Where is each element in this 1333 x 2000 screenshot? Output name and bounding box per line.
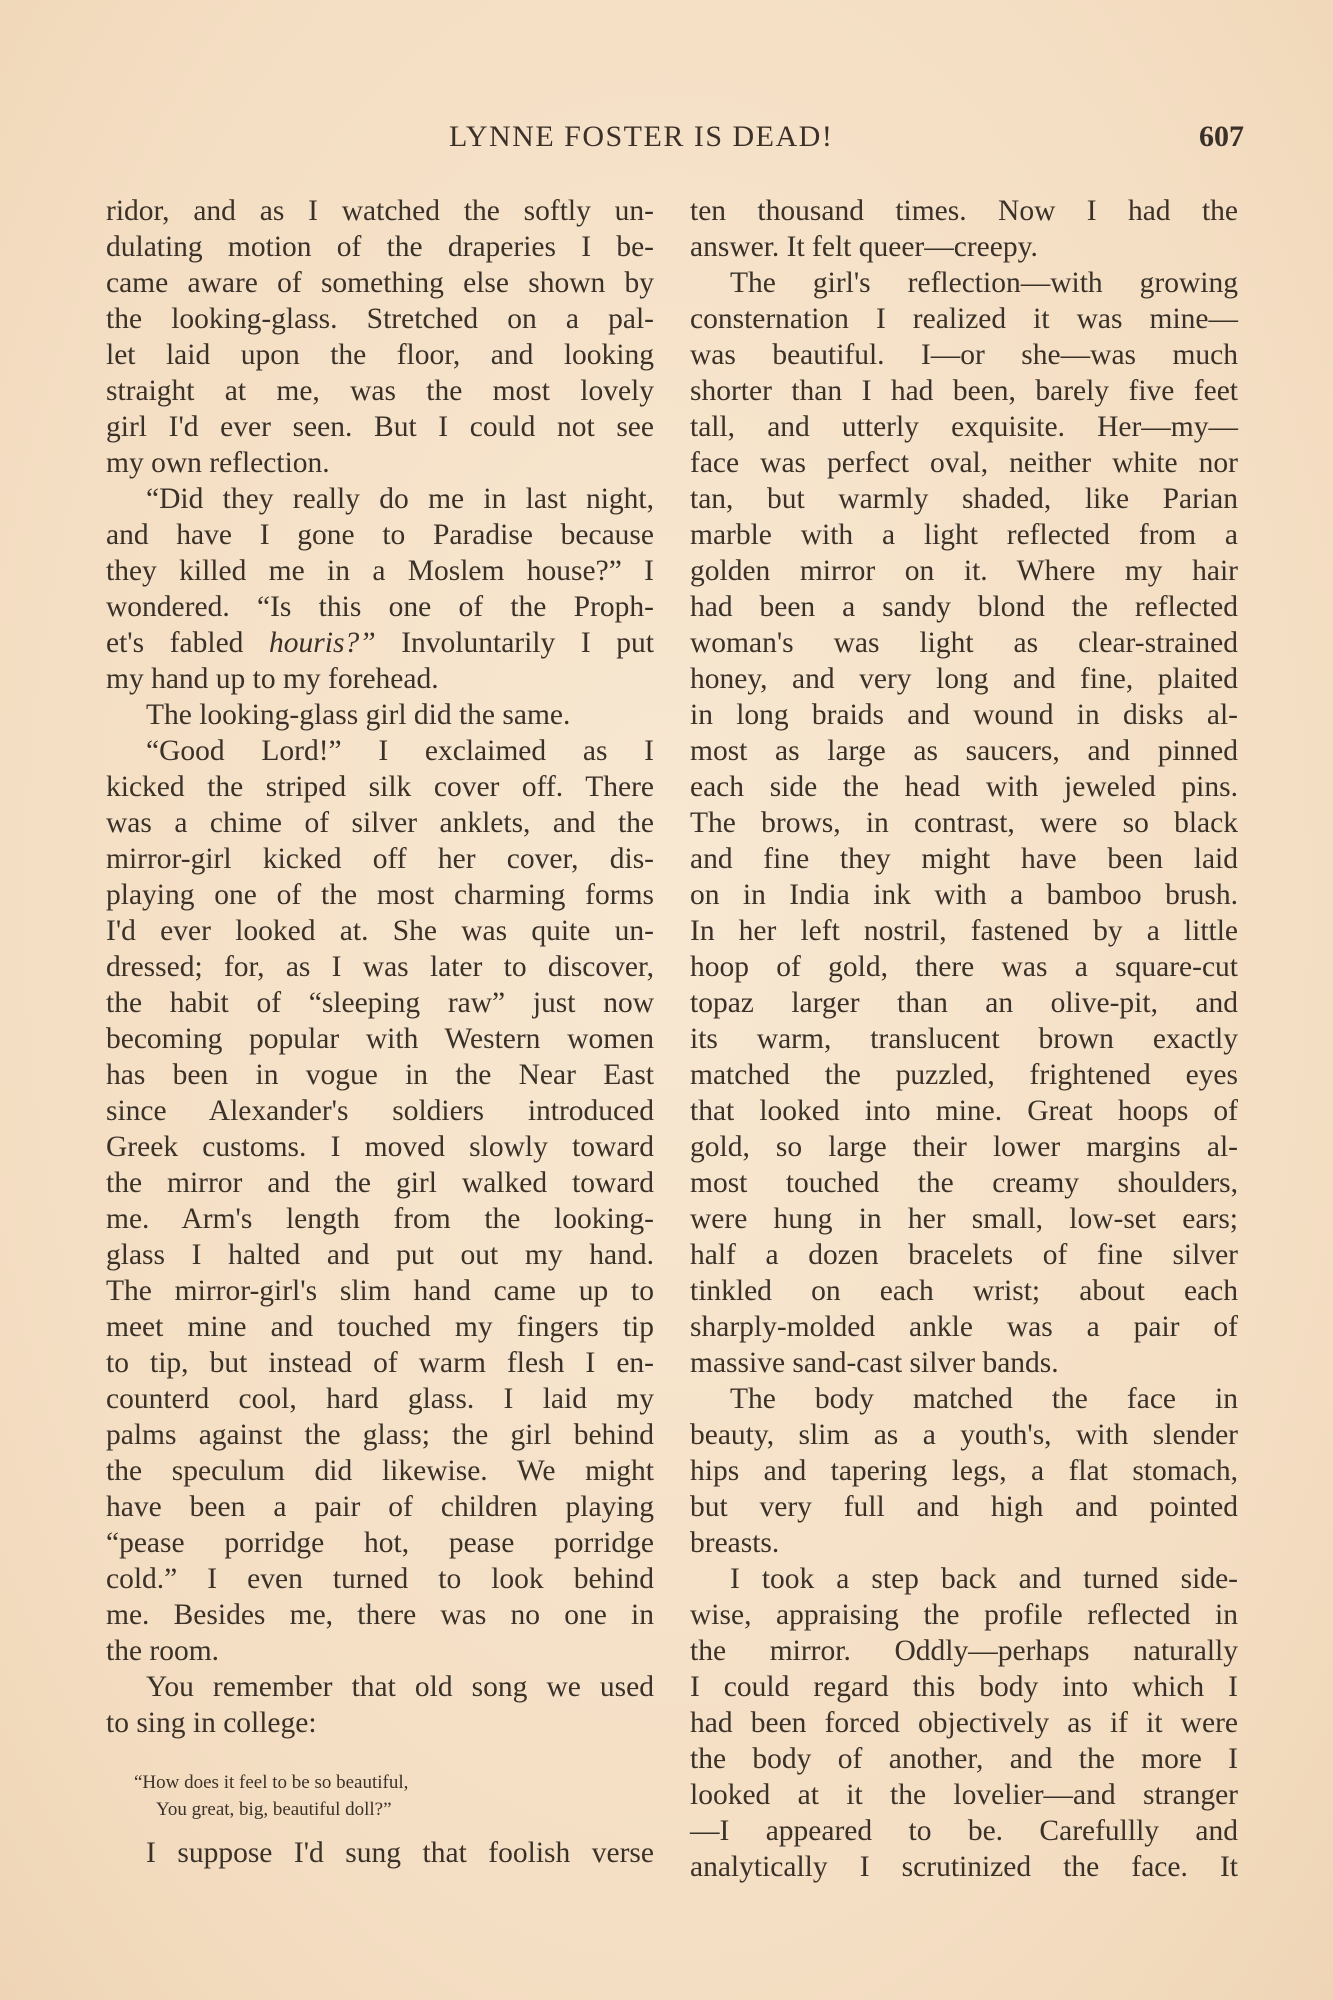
- text-line: You remember that old song we used: [146, 1671, 654, 1703]
- text-line: looked at it the lovelier—and stranger: [690, 1779, 1238, 1811]
- running-title: LYNNE FOSTER IS DEAD!: [449, 120, 834, 153]
- text-line: analytically I scrutinized the face. It: [690, 1851, 1238, 1883]
- text-line: I suppose I'd sung that foolish verse: [146, 1837, 654, 1869]
- text-line: most touched the creamy shoulders,: [690, 1167, 1238, 1199]
- text-line: cold.” I even turned to look behind: [106, 1563, 654, 1595]
- text-line: answer. It felt queer—creepy.: [690, 231, 1038, 263]
- text-line: The looking-glass girl did the same.: [146, 699, 571, 731]
- verse-line: You great, big, beautiful doll?”: [156, 1799, 392, 1820]
- text-line: since Alexander's soldiers introduced: [106, 1095, 654, 1127]
- text-line: playing one of the most charming forms: [106, 879, 654, 911]
- text-line: but very full and high and pointed: [690, 1491, 1238, 1523]
- text-line: tan, but warmly shaded, like Parian: [690, 483, 1238, 515]
- text-line: my hand up to my forehead.: [106, 663, 439, 695]
- text-line: the mirror and the girl walked toward: [106, 1167, 654, 1199]
- text-line: and fine they might have been laid: [690, 843, 1238, 875]
- text-line: mirror-girl kicked off her cover, dis-: [106, 843, 654, 875]
- text-line: woman's was light as clear-strained: [690, 627, 1238, 659]
- text-line: sharply-molded ankle was a pair of: [690, 1311, 1238, 1343]
- text-line: tall, and utterly exquisite. Her—my—: [690, 411, 1238, 443]
- text-line: hoop of gold, there was a square-cut: [690, 951, 1238, 983]
- left-text-column: [106, 193, 654, 1871]
- text-line: honey, and very long and fine, plaited: [690, 663, 1238, 695]
- text-line: The mirror-girl's slim hand came up to: [106, 1275, 654, 1307]
- text-line: dressed; for, as I was later to discover,: [106, 951, 654, 983]
- text-line: tinkled on each wrist; about each: [690, 1275, 1238, 1307]
- text-line: matched the puzzled, frightened eyes: [690, 1059, 1238, 1091]
- text-line: golden mirror on it. Where my hair: [690, 555, 1238, 587]
- text-line: palms against the glass; the girl behind: [106, 1419, 654, 1451]
- text-line: the speculum did likewise. We might: [106, 1455, 654, 1487]
- text-line: had been a sandy blond the reflected: [690, 591, 1238, 623]
- text-line: becoming popular with Western women: [106, 1023, 654, 1055]
- text-line: straight at me, was the most lovely: [106, 375, 654, 407]
- text-line: beauty, slim as a youth's, with slender: [690, 1419, 1238, 1451]
- text-line: meet mine and touched my fingers tip: [106, 1311, 654, 1343]
- text-line: The body matched the face in: [730, 1383, 1238, 1415]
- text-line: “Did they really do me in last night,: [146, 483, 654, 515]
- text-line: they killed me in a Moslem house?” I: [106, 555, 654, 587]
- text-line: was a chime of silver anklets, and the: [106, 807, 654, 839]
- text-line: came aware of something else shown by: [106, 267, 654, 299]
- text-line: that looked into mine. Great hoops of: [690, 1095, 1238, 1127]
- text-line: marble with a light reflected from a: [690, 519, 1238, 551]
- text-line: face was perfect oval, neither white nor: [690, 447, 1238, 479]
- text-line: was beautiful. I—or she—was much: [690, 339, 1238, 371]
- page-number: 607: [1199, 120, 1244, 153]
- text-line: the room.: [106, 1635, 220, 1667]
- text-line: “pease porridge hot, pease porridge: [106, 1527, 654, 1559]
- text-line: “Good Lord!” I exclaimed as I: [146, 735, 654, 767]
- text-line: has been in vogue in the Near East: [106, 1059, 654, 1091]
- text-line: kicked the striped silk cover off. There: [106, 771, 654, 803]
- text-line: its warm, translucent brown exactly: [690, 1023, 1238, 1055]
- text-line: The brows, in contrast, were so black: [690, 807, 1238, 839]
- text-line: ten thousand times. Now I had the: [690, 195, 1238, 227]
- text-line: breasts.: [690, 1527, 780, 1559]
- text-line: wise, appraising the profile reflected in: [690, 1599, 1238, 1631]
- text-line: ridor, and as I watched the softly un-: [106, 195, 654, 227]
- text-line: massive sand-cast silver bands.: [690, 1347, 1059, 1379]
- text-line: and have I gone to Paradise because: [106, 519, 654, 551]
- right-text-column: [690, 193, 1238, 1885]
- text-line: the looking-glass. Stretched on a pal-: [106, 303, 654, 335]
- text-line: I'd ever looked at. She was quite un-: [106, 915, 654, 947]
- text-line: In her left nostril, fastened by a little: [690, 915, 1238, 947]
- text-line: the habit of “sleeping raw” just now: [106, 987, 654, 1019]
- text-line: half a dozen bracelets of fine silver: [690, 1239, 1238, 1271]
- text-line: shorter than I had been, barely five feet: [690, 375, 1238, 407]
- text-line: counterd cool, hard glass. I laid my: [106, 1383, 654, 1415]
- text-line: me. Besides me, there was no one in: [106, 1599, 654, 1631]
- text-line: in long braids and wound in disks al-: [690, 699, 1238, 731]
- text-line: most as large as saucers, and pinned: [690, 735, 1238, 767]
- text-line: I could regard this body into which I: [690, 1671, 1238, 1703]
- text-line: the mirror. Oddly—perhaps naturally: [690, 1635, 1238, 1667]
- text-line: Greek customs. I moved slowly toward: [106, 1131, 654, 1163]
- text-line: The girl's reflection—with growing: [730, 267, 1238, 299]
- text-line: glass I halted and put out my hand.: [106, 1239, 654, 1271]
- text-line: me. Arm's length from the looking-: [106, 1203, 654, 1235]
- text-line: let laid upon the floor, and looking: [106, 339, 654, 371]
- text-line: dulating motion of the draperies I be-: [106, 231, 654, 263]
- text-line: had been forced objectively as if it were: [690, 1707, 1238, 1739]
- text-line: consternation I realized it was mine—: [690, 303, 1238, 335]
- page-header: [104, 120, 1244, 168]
- text-line: my own reflection.: [106, 447, 330, 479]
- text-line: were hung in her small, low-set ears;: [690, 1203, 1238, 1235]
- text-line: wondered. “Is this one of the Proph-: [106, 591, 654, 623]
- text-line: et's fabled houris?” Involuntarily I put: [106, 627, 655, 659]
- text-line: girl I'd ever seen. But I could not see: [106, 411, 654, 443]
- song-verse: [134, 1769, 654, 1823]
- text-line: each side the head with jeweled pins.: [690, 771, 1238, 803]
- verse-line: “How does it feel to be so beautiful,: [134, 1772, 409, 1793]
- text-line: —I appeared to be. Carefullly and: [690, 1815, 1238, 1847]
- text-line: have been a pair of children playing: [106, 1491, 654, 1523]
- text-line: gold, so large their lower margins al-: [690, 1131, 1238, 1163]
- text-line: I took a step back and turned side-: [730, 1563, 1238, 1595]
- text-line: to sing in college:: [106, 1707, 317, 1739]
- text-line: to tip, but instead of warm flesh I en-: [106, 1347, 654, 1379]
- text-line: topaz larger than an olive-pit, and: [690, 987, 1238, 1019]
- text-line: on in India ink with a bamboo brush.: [690, 879, 1238, 911]
- text-line: the body of another, and the more I: [690, 1743, 1238, 1775]
- text-line: hips and tapering legs, a flat stomach,: [690, 1455, 1238, 1487]
